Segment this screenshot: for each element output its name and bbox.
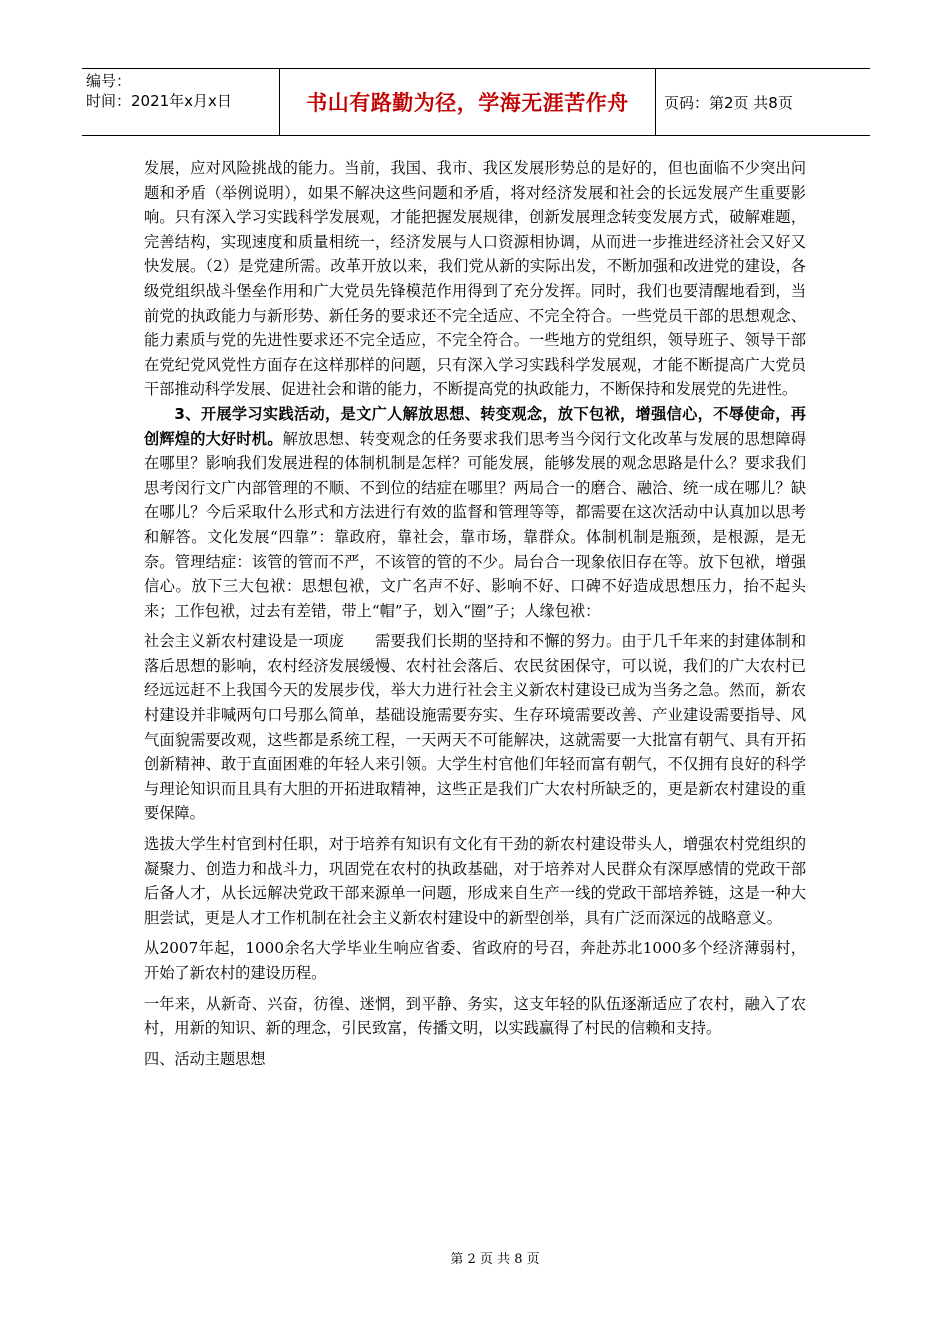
paragraph-5: 从2007年起，1000余名大学毕业生响应省委、省政府的号召，奔赴苏北1000多个经济薄弱村，开始了新农村的建设历程。 bbox=[144, 939, 806, 982]
paragraph-2-heading: 3、开展学习实践活动，是文广人解放思想、转变观念，放下包袱，增强信心，不辱使命，再创辉煌的大好时机。 bbox=[144, 404, 806, 448]
paragraph-2 bbox=[144, 402, 806, 623]
serial-label: 编号： bbox=[86, 72, 132, 90]
document-body bbox=[144, 156, 806, 1071]
paragraph-3: 社会主义新农村建设是一项庞 需要我们长期的坚持和不懈的努力。由于几千年来的封建体制和落后思想的影响，农村经济发展缓慢、农村社会落后、农民贫困保守，可以说，我们的广大农村已经远远赶不上我国今天的发展步伐，举大力进行社会主义新农村建设已成为当务之急。然而，新农村建设并非喊两句口号那么简单，基础设施需要夯实、生存环境需要改善、产业建设需要指导、风气面貌需要改观，这些都是系统工程，一天两天不可能解决，这就需要一大批富有朝气、具有开拓创新精神、敢于直面困难的年轻人来引领。大学生村官他们年轻而富有朝气，不仅拥有良好的科学与理论知识而且具有大胆的开拓进取精神，这些正是我们广大农村所缺乏的，更是新农村建设的重要保障。 bbox=[144, 632, 806, 823]
page-header bbox=[82, 68, 870, 136]
paragraph-4: 选拔大学生村官到村任职，对于培养有知识有文化有干劲的新农村建设带头人，增强农村党组织的凝聚力、创造力和战斗力，巩固党在农村的执政基础，对于培养对人民群众有深厚感情的党政干部后备人才，从长远解决党政干部来源单一问题，形成来自生产一线的党政干部培养链，这是一种大胆尝试，更是人才工作机制在社会主义新农村建设中的新型创举，具有广泛而深远的战略意义。 bbox=[144, 835, 806, 927]
page-footer: 第 2 页 共 8 页 bbox=[450, 1252, 540, 1267]
section-heading: 四、活动主题思想 bbox=[144, 1049, 266, 1068]
header-motto: 书山有路勤为径，学海无涯苦作舟 bbox=[280, 69, 656, 135]
paragraph-6: 一年来，从新奇、兴奋，彷徨、迷惘，到平静、务实，这支年轻的队伍逐渐适应了农村，融入了农村，用新的知识、新的理念，引民致富，传播文明，以实践赢得了村民的信赖和支持。 bbox=[144, 994, 806, 1038]
header-meta bbox=[82, 69, 280, 135]
header-page-label: 页码：第2页 共8页 bbox=[664, 93, 793, 112]
paragraph-1: 发展，应对风险挑战的能力。当前，我国、我市、我区发展形势总的是好的，但也面临不少突出问题和矛盾（举例说明），如果不解决这些问题和矛盾，将对经济发展和社会的长远发展产生重要影响。只有深入学习实践科学发展观，才能把握发展规律，创新发展理念转变发展方式，破解难题，完善结构，实现速度和质量相统一，经济发展与人口资源相协调，从而进一步推进经济社会又好又快发展。（2）是党建所需。改革开放以来，我们党从新的实际出发，不断加强和改进党的建设，各级党组织战斗堡垒作用和广大党员先锋模范作用得到了充分发挥。同时，我们也要清醒地看到，当前党的执政能力与新形势、新任务的要求还不完全适应、不完全符合。一些党员干部的思想观念、能力素质与党的先进性要求还不完全适应，不完全符合。一些地方的党组织，领导班子、领导干部在党纪党风党性方面存在这样那样的问题，只有深入学习实践科学发展观，才能不断提高广大党员干部推动科学发展、促进社会和谐的能力，不断提高党的执政能力，不断保持和发展党的先进性。 bbox=[144, 159, 806, 399]
paragraph-2-text: 解放思想、转变观念的任务要求我们思考当今闵行文化改革与发展的思想障碍在哪里？影响我们发展进程的体制机制是怎样？可能发展，能够发展的观念思路是什么？要求我们思考闵行文广内部管理的不顺、不到位的结症在哪里？两局合一的磨合、融洽、统一成在哪儿？缺在哪儿？今后采取什么形式和方法进行有效的监督和管理等等，都需要在这次活动中认真加以思考和解答。文化发展“四靠”：靠政府，靠社会，靠市场，靠群众。体制机制是瓶颈，是根源，是无奈。管理结症：该管的管而不严，不该管的管的不少。局台合一现象依旧存在等。放下包袱，增强信心。放下三大包袱：思想包袱，文广名声不好、影响不好、口碑不好造成思想压力，抬不起头来；工作包袱，过去有差错，带上“帽”子，划入“圈”子；人缘包袱： bbox=[144, 429, 807, 620]
date-label: 时间：2021年x月x日 bbox=[86, 92, 232, 110]
